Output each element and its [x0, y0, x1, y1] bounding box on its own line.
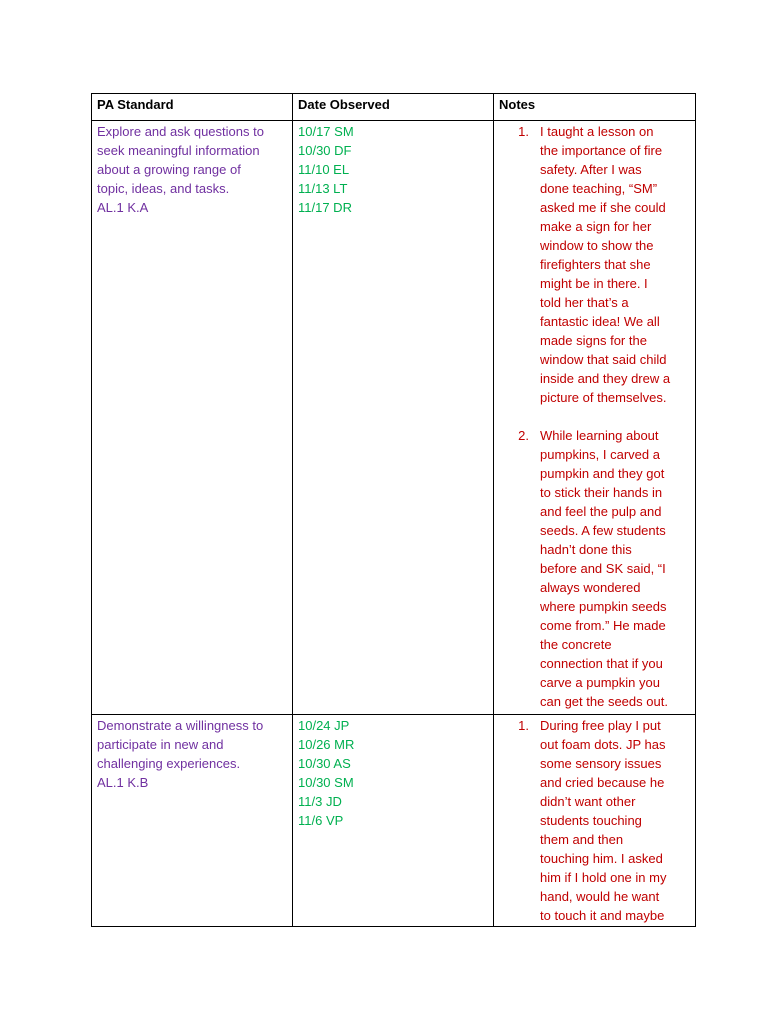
note-line: and cried because he — [540, 775, 665, 790]
note-line: window to show the — [540, 238, 654, 253]
standard-cell — [92, 121, 293, 715]
note-line: always wondered — [540, 580, 641, 595]
date-entry: 10/24 JP — [298, 718, 350, 733]
note-line: touching him. I asked — [540, 851, 663, 866]
note-line: While learning about — [540, 428, 659, 443]
notes-list — [499, 122, 690, 711]
note-line: safety. After I was — [540, 162, 642, 177]
note-line: During free play I put — [540, 718, 661, 733]
note-spacer — [499, 407, 690, 426]
table-row — [92, 715, 696, 927]
note-line: hand, would he want — [540, 889, 660, 904]
standard-line: topic, ideas, and tasks. — [97, 181, 230, 196]
observation-table — [91, 93, 696, 927]
notes-list — [499, 716, 690, 925]
table-row — [92, 121, 696, 715]
date-entry: 11/10 EL — [298, 162, 350, 177]
standard-line: Explore and ask questions to — [97, 124, 264, 139]
date-entry: 10/30 SM — [298, 775, 354, 790]
note-line: told her that’s a — [540, 295, 629, 310]
note-line: come from.” He made — [540, 618, 666, 633]
header-date-observed: Date Observed — [293, 94, 494, 121]
note-number: 1. — [518, 718, 529, 733]
note-line: the importance of fire — [540, 143, 663, 158]
note-line: done teaching, “SM” — [540, 181, 658, 196]
note-line: where pumpkin seeds — [540, 599, 667, 614]
note-line: students touching — [540, 813, 642, 828]
note-line: to touch it and maybe — [540, 908, 665, 923]
dates-cell — [293, 715, 494, 927]
note-line: and feel the pulp and — [540, 504, 662, 519]
dates-cell — [293, 121, 494, 715]
date-entry: 10/26 MR — [298, 737, 355, 752]
note-number: 2. — [518, 428, 529, 443]
standard-code: AL.1 K.B — [97, 775, 149, 790]
note-line: seeds. A few students — [540, 523, 666, 538]
standard-line: Demonstrate a willingness to — [97, 718, 264, 733]
note-line: hadn’t done this — [540, 542, 632, 557]
note-line: I taught a lesson on — [540, 124, 654, 139]
notes-cell — [494, 121, 696, 715]
note-line: connection that if you — [540, 656, 663, 671]
note-line: fantastic idea! We all — [540, 314, 660, 329]
date-entry: 10/30 DF — [298, 143, 352, 158]
date-entry: 10/17 SM — [298, 124, 354, 139]
standard-line: about a growing range of — [97, 162, 241, 177]
note-line: might be in there. I — [540, 276, 648, 291]
standard-line: seek meaningful information — [97, 143, 260, 158]
header-notes: Notes — [494, 94, 696, 121]
note-line: out foam dots. JP has — [540, 737, 666, 752]
note-text — [540, 716, 690, 925]
note-number: 1. — [518, 124, 529, 139]
note-text — [540, 122, 690, 407]
notes-cell — [494, 715, 696, 927]
note-line: make a sign for her — [540, 219, 652, 234]
note-line: can get the seeds out. — [540, 694, 668, 709]
note-line: some sensory issues — [540, 756, 662, 771]
date-entry: 11/6 VP — [298, 813, 344, 828]
note-line: inside and they drew a — [540, 371, 671, 386]
note-line: made signs for the — [540, 333, 647, 348]
date-entry: 11/13 LT — [298, 181, 348, 196]
note-line: didn’t want other — [540, 794, 636, 809]
note-item — [499, 122, 690, 407]
standard-cell — [92, 715, 293, 927]
note-item — [499, 426, 690, 711]
date-entry: 10/30 AS — [298, 756, 351, 771]
standard-code: AL.1 K.A — [97, 200, 149, 215]
standard-line: challenging experiences. — [97, 756, 241, 771]
note-line: carve a pumpkin you — [540, 675, 660, 690]
note-line: window that said child — [540, 352, 667, 367]
note-line: him if I hold one in my — [540, 870, 667, 885]
note-line: pumpkins, I carved a — [540, 447, 660, 462]
header-pa-standard: PA Standard — [92, 94, 293, 121]
note-line: the concrete — [540, 637, 612, 652]
note-text — [540, 426, 690, 711]
note-line: before and SK said, “I — [540, 561, 666, 576]
standard-line: participate in new and — [97, 737, 224, 752]
date-entry: 11/3 JD — [298, 794, 342, 809]
note-line: picture of themselves. — [540, 390, 667, 405]
note-item — [499, 716, 690, 925]
note-line: firefighters that she — [540, 257, 651, 272]
date-entry: 11/17 DR — [298, 200, 352, 215]
note-line: pumpkin and they got — [540, 466, 665, 481]
note-line: them and then — [540, 832, 624, 847]
table-header-row — [92, 94, 696, 121]
note-line: to stick their hands in — [540, 485, 663, 500]
note-line: asked me if she could — [540, 200, 666, 215]
